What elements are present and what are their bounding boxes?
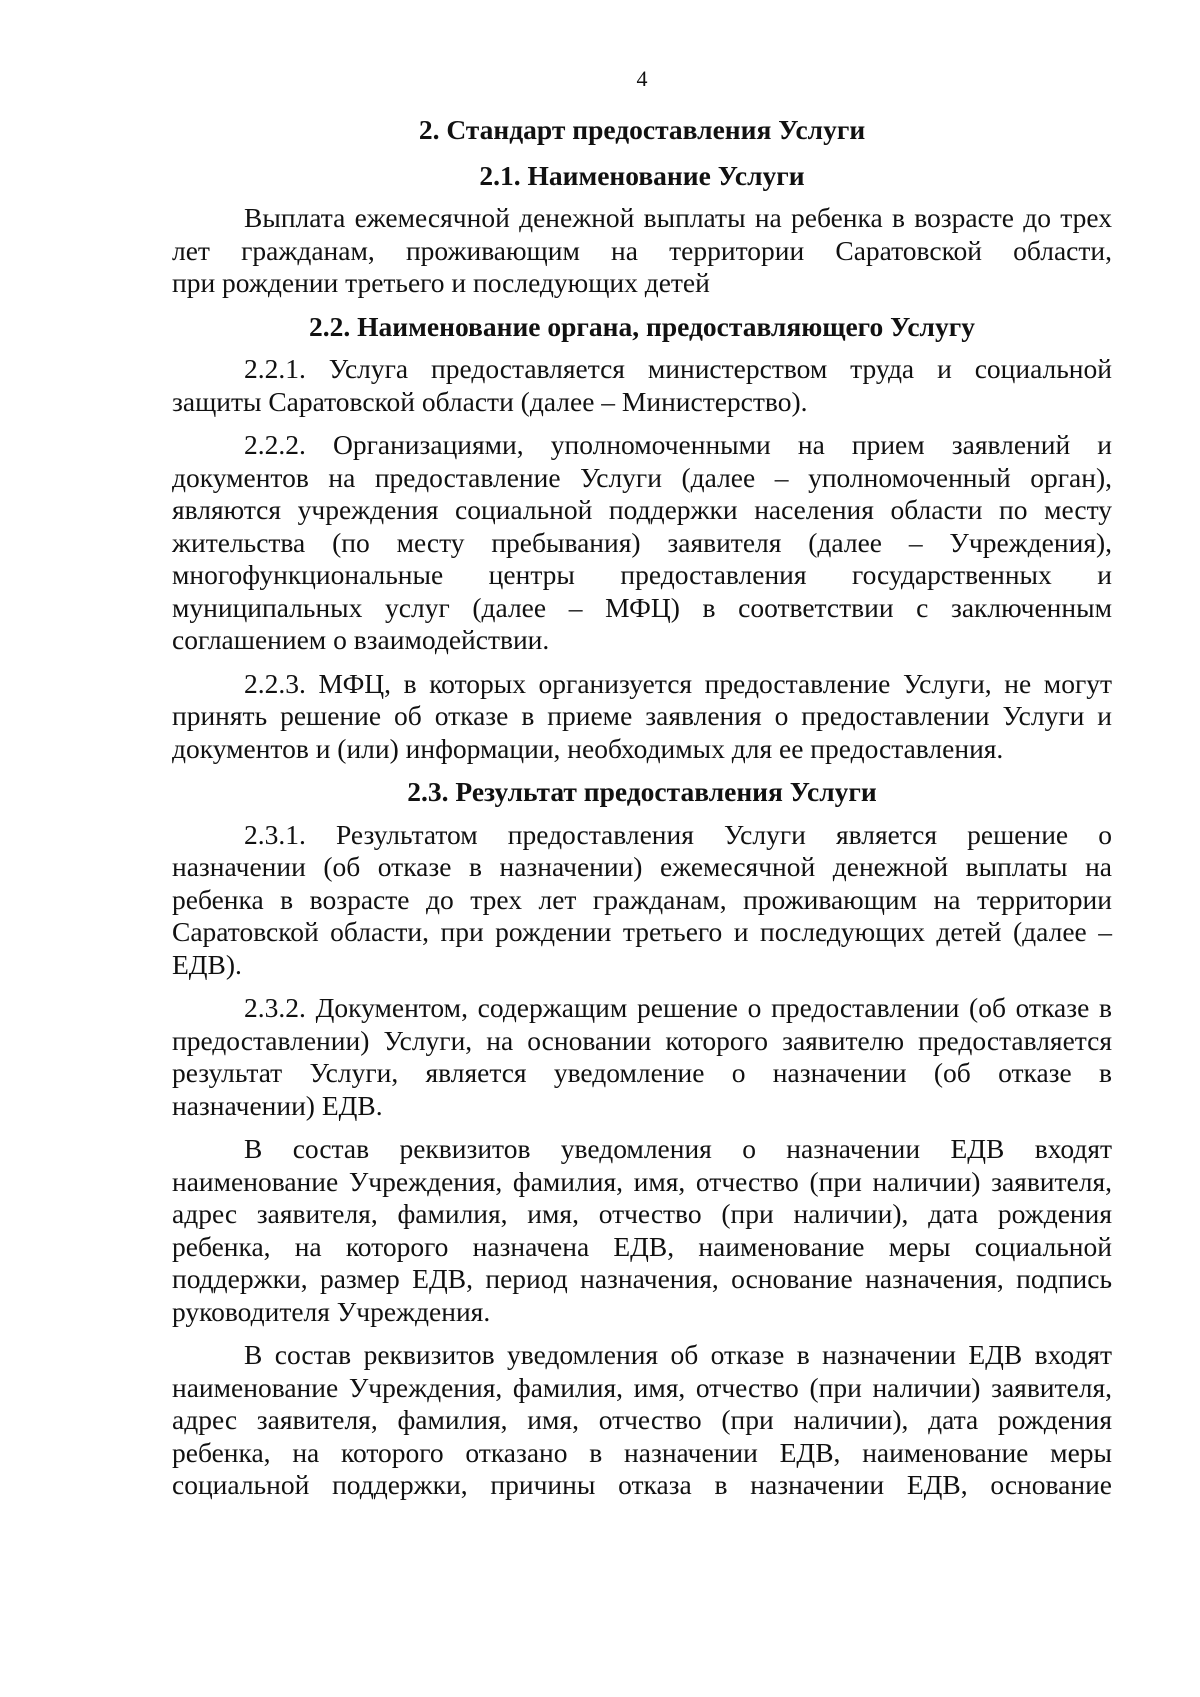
text-line: жительства (по месту пребывания) заявителя (далее – Учреждения), (172, 526, 1112, 558)
paragraph-2-2-3 (172, 668, 1112, 766)
text-line: адрес заявителя, фамилия, имя, отчество (при наличии), дата рождения (172, 1198, 1112, 1229)
text-line: 2.2.3. МФЦ, в которых организуется предоставление Услуги, не могут (244, 667, 1112, 699)
text-line: ребенка, на которого отказано в назначении ЕДВ, наименование меры (172, 1436, 1112, 1468)
text-line: В состав реквизитов уведомления об отказе в назначении ЕДВ входят (244, 1339, 1112, 1370)
text-line: Выплата ежемесячной денежной выплаты на ребенка в возрасте до трех (244, 202, 1112, 233)
text-line: лет гражданам, проживающим на территории Саратовской области, (172, 234, 1112, 266)
text-line: защиты Саратовской области (далее – Министерство). (172, 385, 808, 417)
heading-2-2: 2.2. Наименование органа, предоставляющего Услугу (309, 310, 975, 342)
text-line: являются учреждения социальной поддержки населения области по месту (172, 494, 1112, 525)
text-line: адрес заявителя, фамилия, имя, отчество (при наличии), дата рождения (172, 1404, 1112, 1435)
text-line: при рождении третьего и последующих детей (172, 267, 710, 298)
text-line: назначении (об отказе в назначении) ежемесячной денежной выплаты на (172, 851, 1112, 882)
paragraph-2-3-1 (172, 819, 1112, 982)
text-line: соглашением о взаимодействии. (172, 624, 550, 655)
text-line: 2.3.2. Документом, содержащим решение о предоставлении (об отказе в (244, 992, 1112, 1023)
text-line: поддержки, размер ЕДВ, период назначения, основание назначения, подпись (172, 1263, 1112, 1294)
text-line: наименование Учреждения, фамилия, имя, отчество (при наличии) заявителя, (172, 1165, 1112, 1197)
text-line: предоставлении) Услуги, на основании которого заявителю предоставляется (172, 1024, 1112, 1056)
section-title: 2. Стандарт предоставления Услуги (418, 114, 866, 145)
text-line: В состав реквизитов уведомления о назначении ЕДВ входят (244, 1133, 1112, 1164)
heading-2-3: 2.3. Результат предоставления Услуги (407, 776, 877, 807)
text-line: руководителя Учреждения. (172, 1295, 491, 1327)
paragraph-notice-refusal (172, 1339, 1112, 1502)
paragraph-2-3-2 (172, 992, 1112, 1122)
text-line: муниципальных услуг (далее – МФЦ) в соответствии с заключенным (172, 591, 1112, 623)
text-line: Саратовской области, при рождении третьего и последующих детей (далее – (172, 916, 1112, 947)
text-line: ЕДВ). (172, 948, 242, 980)
paragraph-2-2-1 (172, 353, 1112, 418)
text-line: ребенка, на которого назначена ЕДВ, наименование меры социальной (172, 1230, 1112, 1262)
paragraph-2-2-2 (172, 429, 1112, 657)
document-page (172, 66, 1112, 1513)
text-line: назначении) ЕДВ. (172, 1089, 383, 1121)
page-number: 4 (636, 66, 648, 91)
text-line: ребенка в возрасте до трех лет гражданам, проживающим на территории (172, 883, 1112, 915)
text-line: многофункциональные центры предоставления государственных и (172, 559, 1112, 590)
heading-2-1: 2.1. Наименование Услуги (479, 159, 805, 191)
text-line: 2.2.1. Услуга предоставляется министерством труда и социальной (244, 353, 1112, 384)
text-line: 2.2.2. Организациями, уполномоченными на прием заявлений и (244, 429, 1112, 460)
paragraph-2-1 (172, 202, 1112, 300)
text-line: 2.3.1. Результатом предоставления Услуги является решение о (244, 818, 1112, 850)
text-line: результат Услуги, является уведомление о назначении (об отказе в (172, 1057, 1112, 1088)
text-line: документов и (или) информации, необходимых для ее предоставления. (172, 732, 1004, 764)
text-line: документов на предоставление Услуги (далее – уполномоченный орган), (172, 461, 1112, 493)
paragraph-notice-grant (172, 1133, 1112, 1328)
text-line: принять решение об отказе в приеме заявления о предоставлении Услуги и (172, 700, 1112, 731)
text-line: наименование Учреждения, фамилия, имя, отчество (при наличии) заявителя, (172, 1371, 1112, 1403)
text-line: социальной поддержки, причины отказа в назначении ЕДВ, основание (172, 1469, 1112, 1500)
